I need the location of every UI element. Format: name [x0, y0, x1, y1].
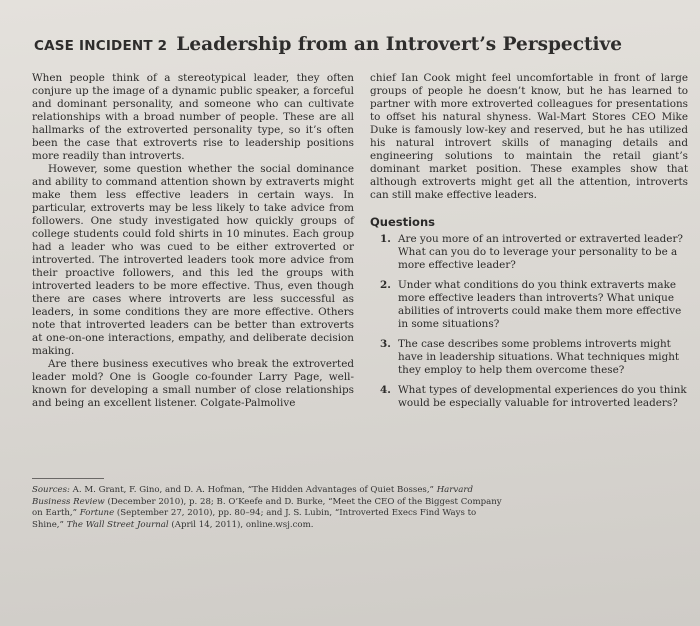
paragraph-1: When people think of a stereotypical leader, they often conjure up the image of a dynamic public speaker, a forceful and dominant personality, and someone who can cultivate relationships with a broad number of people. These are all hallmarks of the extroverted personality type, so it’s often been the case that extroverts rise to leadership positions more readily than introverts. [32, 72, 354, 162]
case-label: CASE INCIDENT 2 [34, 38, 168, 54]
question-item [370, 233, 688, 272]
questions-list [370, 233, 688, 410]
question-number: 2. [380, 279, 391, 291]
source-journal: The Wall Street Journal [66, 519, 169, 530]
sources-text: (September 27, 2010), pp. 80–94; and J. S. Lubin, “Introverted Execs Find Ways to Shine,” [32, 508, 477, 530]
case-heading [34, 34, 674, 55]
paragraph-3: Are there business executives who break the extroverted leader mold? One is Google co-founder Larry Page, well-known for developing a small number of close relationships and being an excellent listener. Colgate-Palmolive [32, 358, 354, 409]
sources-text: A. M. Grant, F. Gino, and D. A. Hofman, “The Hidden Advantages of Quiet Bosses,” [69, 485, 437, 495]
footnote-rule [32, 478, 104, 479]
question-item [370, 384, 688, 410]
case-title: Leadership from an Introvert’s Perspective [176, 34, 623, 55]
question-text: The case describes some problems introverts might have in leadership situations. What techniques might they employ to help them overcome these? [398, 338, 680, 376]
left-column [32, 72, 354, 410]
source-journal: Fortune [79, 508, 115, 518]
sources-text: (December 2010), p. 28; B. O’Keefe and D. Burke, “Meet the CEO of the Biggest Company on Earth,” [32, 496, 502, 518]
question-number: 1. [380, 233, 391, 245]
question-text: What types of developmental experiences do you think would be especially valuable for introverted leaders? [398, 384, 687, 409]
source-journal: Harvard Business Review [32, 485, 474, 507]
paragraph-continued: chief Ian Cook might feel uncomfortable in front of large groups of people he doesn’t know, but he has learned to partner with more extroverted colleagues for presentations to offset his natural shyness. Wal-Mart Stores CEO Mike Duke is famously low-key and reserved, but he has utilized his natural introvert skills of managing details and engineering solutions to maintain the retail giant’s dominant market position. These examples show that although extroverts might get all the attention, introverts can still make effective leaders. [370, 72, 688, 201]
questions-heading: Questions [370, 215, 435, 229]
question-text: Are you more of an introverted or extraverted leader? What can you do to leverage your personality to be a more effective leader? [398, 233, 683, 271]
question-item [370, 279, 688, 331]
question-number: 3. [380, 338, 391, 350]
sources-text: (April 14, 2011), online.wsj.com. [168, 519, 314, 530]
paragraph-2: However, some question whether the social dominance and ability to command attention shown by extraverts might make them less effective leaders in certain ways. In particular, extroverts may be less likely to take advice from followers. One study investigated how quickly groups of college students could fold shirts in 10 minutes. Each group had a leader who was cued to be either extroverted or introverted. The introverted leaders took more advice from their proactive followers, and this led the groups with introverted leaders to be more effective. Thus, even though there are cases where introverts are less successful as leaders, in some conditions they are more effective. Others note that introverted leaders can be better than extroverts at one-on-one interactions, empathy, and deliberate decision making. [32, 163, 354, 357]
question-item [370, 338, 688, 377]
question-number: 4. [380, 384, 391, 396]
sources-footnote [32, 478, 502, 531]
question-text: Under what conditions do you think extraverts make more effective leaders than introverts? What unique abilities of introverts could make them more effective in some situations? [398, 279, 682, 330]
right-column [370, 72, 688, 417]
sources-label: Sources: [32, 485, 70, 495]
